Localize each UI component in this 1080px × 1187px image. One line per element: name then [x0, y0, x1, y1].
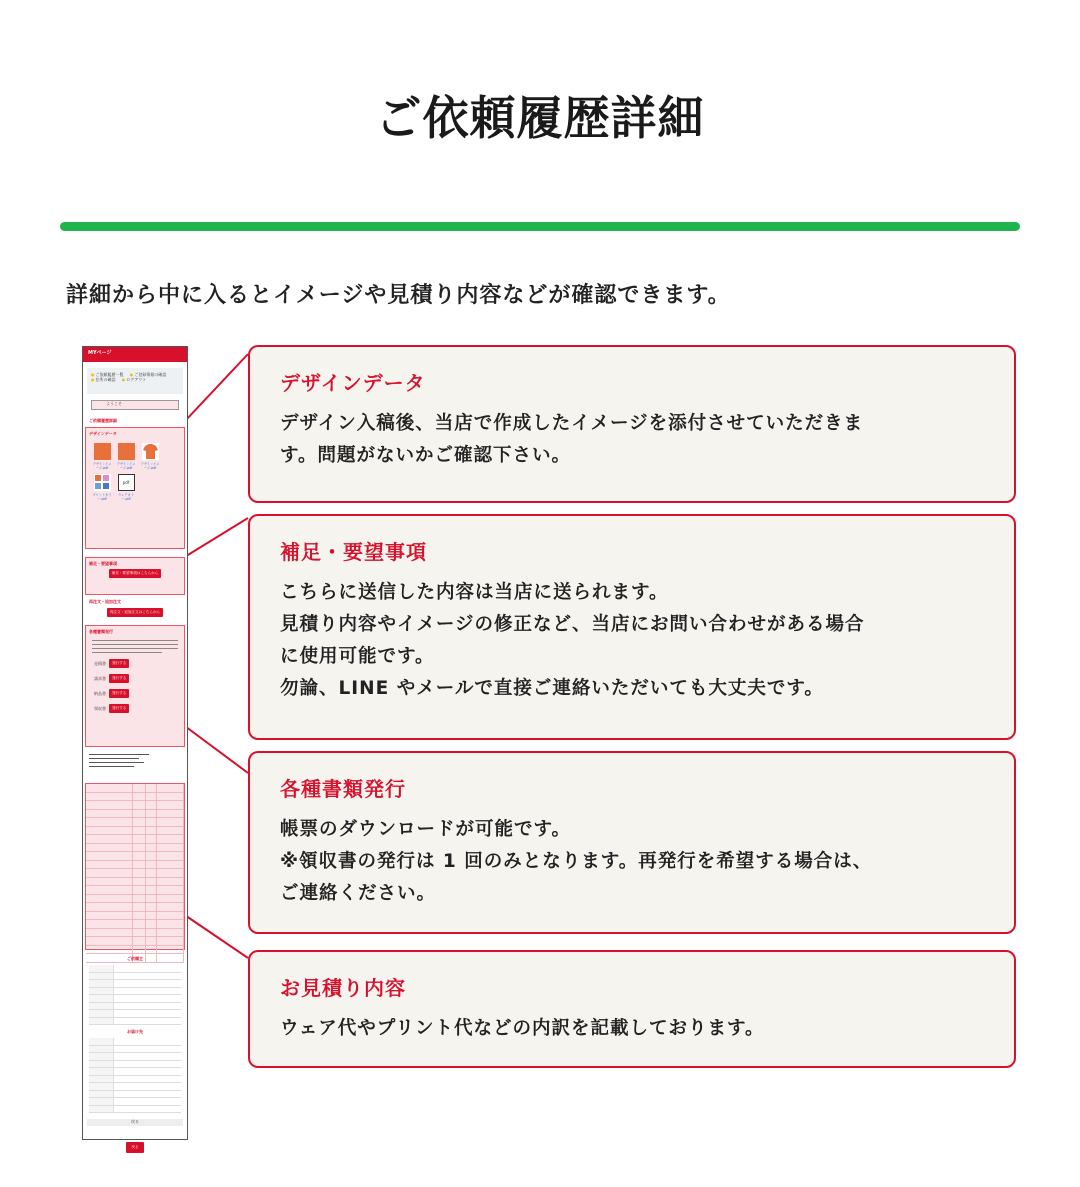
- form-row: [89, 1098, 181, 1106]
- estimate-cell: [157, 844, 184, 852]
- doc-label: 請求書: [94, 676, 106, 681]
- doc-row: [86, 701, 184, 716]
- estimate-cell: [86, 801, 133, 809]
- callout-title: デザインデータ: [280, 371, 426, 395]
- doc-row: [86, 686, 184, 701]
- estimate-cell: [86, 827, 133, 835]
- estimate-cell: [86, 929, 133, 937]
- callout-documents: [248, 751, 1016, 934]
- doc-label: 納品書: [94, 691, 106, 696]
- estimate-cell: [86, 878, 133, 886]
- form-label: [89, 980, 114, 987]
- estimate-row: [86, 861, 184, 870]
- form-label: [89, 1018, 114, 1025]
- form-row: [89, 988, 181, 996]
- estimate-row: [86, 878, 184, 887]
- estimate-cell: [133, 878, 146, 886]
- form-label: [89, 1098, 114, 1105]
- callout-line: デザイン入稿後、当店で作成したイメージを添付させていただきま: [280, 413, 864, 434]
- reorder-title: 再注文・追加注文: [89, 599, 121, 604]
- estimate-cell: [146, 801, 157, 809]
- estimate-row: [86, 801, 184, 810]
- callout-estimate: [248, 950, 1016, 1068]
- estimate-cell: [157, 903, 184, 911]
- estimate-cell: [86, 912, 133, 920]
- color-chart-image: [94, 474, 111, 491]
- callout-line: こちらに送信した内容は当店に送られます。: [280, 582, 669, 603]
- callout-title: 補足・要望事項: [280, 540, 427, 564]
- contact-title: ご依頼主: [127, 956, 143, 961]
- estimate-cell: [86, 784, 133, 792]
- mypage-screenshot: [82, 346, 188, 1149]
- estimate-row: [86, 827, 184, 836]
- shirt-image: [118, 443, 135, 460]
- callout-body: [280, 814, 984, 910]
- callout-body: [280, 577, 984, 705]
- doc-label: 領収書: [94, 706, 106, 711]
- reorder-button[interactable]: 再注文・追加注文はこちらから: [107, 608, 163, 617]
- estimate-cell: [157, 827, 184, 835]
- phone-menu: [87, 368, 183, 394]
- docs-title: 各種書類発行: [89, 629, 113, 634]
- estimate-row: [86, 784, 184, 793]
- estimate-row: [86, 895, 184, 904]
- estimate-cell: [86, 793, 133, 801]
- estimate-cell: [146, 810, 157, 818]
- ship-form: [83, 1038, 187, 1113]
- estimate-cell: [157, 895, 184, 903]
- design-thumb[interactable]: [92, 443, 112, 470]
- phone-header: MYページ: [83, 347, 187, 362]
- estimate-row: [86, 929, 184, 938]
- form-label: [89, 1068, 114, 1075]
- form-row: [89, 1010, 181, 1018]
- design-section: [85, 427, 185, 549]
- issue-button[interactable]: 発行する: [109, 674, 129, 683]
- estimate-cell: [133, 784, 146, 792]
- estimate-cell: [157, 861, 184, 869]
- estimate-cell: [157, 937, 184, 945]
- tshirt-icon: [94, 474, 111, 491]
- callout-line: ご連絡ください。: [280, 883, 437, 904]
- form-row: [89, 1061, 181, 1069]
- callout-line: す。問題がないかご確認下さい。: [280, 445, 572, 466]
- welcome-bar: [91, 400, 179, 410]
- estimate-cell: [133, 852, 146, 860]
- estimate-cell: [146, 869, 157, 877]
- design-thumb[interactable]: [116, 443, 136, 470]
- estimate-cell: [86, 844, 133, 852]
- estimate-cell: [157, 835, 184, 843]
- estimate-cell: [133, 946, 146, 954]
- estimate-cell: [146, 954, 157, 962]
- estimate-row: [86, 869, 184, 878]
- estimate-rows: [86, 784, 184, 963]
- documents-section: [85, 625, 185, 747]
- estimate-cell: [146, 886, 157, 894]
- estimate-cell: [133, 793, 146, 801]
- estimate-cell: [133, 937, 146, 945]
- estimate-cell: [146, 912, 157, 920]
- menu-item[interactable]: ● ご依頼履歴一覧: [91, 372, 124, 377]
- form-row: [89, 1018, 181, 1026]
- estimate-cell: [86, 903, 133, 911]
- request-button[interactable]: 補足・要望事項はこちらから: [109, 569, 162, 578]
- estimate-cell: [157, 852, 184, 860]
- form-row: [89, 1106, 181, 1114]
- estimate-row: [86, 835, 184, 844]
- shirt-image: [142, 443, 159, 460]
- issue-button[interactable]: 発行する: [109, 704, 129, 713]
- thumb-caption: デザインイメージ.pdf: [140, 462, 160, 470]
- callout-requests: [248, 514, 1016, 740]
- form-label: [89, 965, 114, 972]
- form-label: [89, 1091, 114, 1098]
- doc-row: [86, 656, 184, 671]
- estimate-row: [86, 920, 184, 929]
- estimate-cell: [86, 861, 133, 869]
- estimate-cell: [133, 801, 146, 809]
- estimate-cell: [146, 946, 157, 954]
- estimate-cell: [146, 818, 157, 826]
- estimate-cell: [157, 929, 184, 937]
- back-bar: [87, 1119, 183, 1126]
- form-label: [89, 1046, 114, 1053]
- estimate-cell: [86, 895, 133, 903]
- detail-title: ご依頼履歴詳細: [89, 418, 117, 423]
- estimate-cell: [157, 818, 184, 826]
- form-label: [89, 1083, 114, 1090]
- form-row: [89, 973, 181, 981]
- estimate-table: [85, 783, 185, 950]
- estimate-cell: [157, 869, 184, 877]
- callout-body: [280, 408, 984, 472]
- estimate-cell: [133, 929, 146, 937]
- callout-line: ウェア代やプリント代などの内訳を記載しております。: [280, 1018, 765, 1039]
- callout-line: 見積り内容やイメージの修正など、当店にお問い合わせがある場合: [280, 614, 865, 635]
- estimate-cell: [157, 912, 184, 920]
- estimate-cell: [86, 886, 133, 894]
- estimate-cell: [86, 869, 133, 877]
- estimate-cell: [86, 835, 133, 843]
- doc-label: 見積書: [94, 661, 106, 666]
- form-label: [89, 973, 114, 980]
- pdf-label: pdf: [122, 480, 130, 485]
- estimate-cell: [146, 861, 157, 869]
- estimate-cell: [157, 784, 184, 792]
- form-row: [89, 1076, 181, 1084]
- form-row: [89, 965, 181, 973]
- estimate-cell: [133, 818, 146, 826]
- form-label: [89, 995, 114, 1002]
- estimate-cell: [157, 946, 184, 954]
- estimate-cell: [157, 801, 184, 809]
- callout-body: [280, 1013, 984, 1045]
- issue-button[interactable]: 発行する: [109, 659, 129, 668]
- estimate-cell: [133, 886, 146, 894]
- estimate-cell: [86, 937, 133, 945]
- issue-button[interactable]: 発行する: [109, 689, 129, 698]
- contact-form: [83, 965, 187, 1025]
- estimate-cell: [86, 954, 133, 962]
- form-row: [89, 1068, 181, 1076]
- estimate-cell: [86, 920, 133, 928]
- form-row: [89, 1046, 181, 1054]
- ship-title: お届け先: [127, 1029, 143, 1034]
- menu-item[interactable]: ● ログアウト: [122, 377, 147, 382]
- form-label: [89, 1038, 114, 1045]
- request-section: [85, 557, 185, 595]
- estimate-cell: [146, 793, 157, 801]
- estimate-row: [86, 912, 184, 921]
- estimate-cell: [146, 827, 157, 835]
- welcome-text: ようこそ: [106, 401, 122, 406]
- estimate-cell: [146, 784, 157, 792]
- estimate-cell: [146, 937, 157, 945]
- estimate-cell: [146, 852, 157, 860]
- design-thumb[interactable]: [92, 474, 112, 501]
- tshirt-icon: [142, 443, 159, 460]
- estimate-row: [86, 946, 184, 955]
- form-row: [89, 1003, 181, 1011]
- callout-design-data: [248, 345, 1016, 503]
- back-button[interactable]: 戻る: [126, 1142, 143, 1153]
- doc-row: [86, 671, 184, 686]
- shirt-image: [94, 443, 111, 460]
- callout-title: お見積り内容: [280, 976, 406, 1000]
- form-row: [89, 980, 181, 988]
- estimate-cell: [157, 886, 184, 894]
- form-label: [89, 1053, 114, 1060]
- estimate-cell: [133, 861, 146, 869]
- estimate-row: [86, 937, 184, 946]
- estimate-cell: [146, 895, 157, 903]
- thumb-caption: デザインイメージ.pdf: [116, 462, 136, 470]
- callout-line: 勿論、LINE やメールで直接ご連絡いただいても大丈夫です。: [280, 678, 824, 699]
- estimate-cell: [146, 844, 157, 852]
- form-label: [89, 1003, 114, 1010]
- form-row: [89, 1091, 181, 1099]
- menu-item[interactable]: ● ご登録情報の確認: [130, 372, 167, 377]
- form-label: [89, 988, 114, 995]
- estimate-cell: [157, 954, 184, 962]
- form-row: [89, 1038, 181, 1046]
- menu-item[interactable]: ● 住所の確認: [91, 377, 116, 382]
- form-label: [89, 1076, 114, 1083]
- callout-line: 帳票のダウンロードが可能です。: [280, 819, 572, 840]
- thumb-caption: プリントカラー.pdf: [92, 493, 112, 501]
- estimate-cell: [86, 852, 133, 860]
- thumb-caption: ウェアカラー.pdf: [118, 493, 134, 501]
- estimate-row: [86, 844, 184, 853]
- estimate-row: [86, 810, 184, 819]
- estimate-cell: [133, 835, 146, 843]
- estimate-cell: [157, 793, 184, 801]
- estimate-row: [86, 886, 184, 895]
- form-row: [89, 1053, 181, 1061]
- form-row: [89, 995, 181, 1003]
- estimate-cell: [133, 895, 146, 903]
- reorder-section: [83, 595, 187, 625]
- estimate-cell: [133, 844, 146, 852]
- estimate-cell: [133, 912, 146, 920]
- page-title: ご依頼履歴詳細: [375, 91, 705, 145]
- estimate-cell: [157, 878, 184, 886]
- estimate-cell: [157, 920, 184, 928]
- estimate-cell: [133, 827, 146, 835]
- design-thumb[interactable]: [140, 443, 160, 470]
- estimate-cell: [86, 946, 133, 954]
- callout-line: に使用可能です。: [280, 646, 435, 667]
- back-bar-label: 戻る: [131, 1119, 139, 1124]
- estimate-cell: [86, 810, 133, 818]
- form-row: [89, 1083, 181, 1091]
- thumb-caption: デザインイメージ.pdf: [92, 462, 112, 470]
- form-label: [89, 1106, 114, 1113]
- request-title: 補足・要望事項: [89, 561, 117, 566]
- estimate-row: [86, 793, 184, 802]
- callout-title: 各種書類発行: [280, 777, 406, 801]
- estimate-cell: [146, 878, 157, 886]
- design-thumb[interactable]: [116, 474, 136, 501]
- design-title: デザインデータ: [89, 431, 117, 436]
- estimate-cell: [133, 810, 146, 818]
- lead-text: 詳細から中に入るとイメージや見積り内容などが確認できます。: [66, 283, 731, 308]
- estimate-cell: [157, 810, 184, 818]
- estimate-cell: [146, 929, 157, 937]
- order-info: [83, 747, 187, 781]
- estimate-cell: [133, 903, 146, 911]
- estimate-cell: [133, 920, 146, 928]
- pdf-icon: [118, 474, 135, 491]
- estimate-row: [86, 818, 184, 827]
- estimate-row: [86, 903, 184, 912]
- estimate-cell: [86, 818, 133, 826]
- estimate-row: [86, 852, 184, 861]
- callout-line: ※領収書の発行は 1 回のみとなります。再発行を希望する場合は、: [280, 851, 873, 872]
- estimate-cell: [133, 869, 146, 877]
- estimate-cell: [146, 835, 157, 843]
- form-label: [89, 1010, 114, 1017]
- estimate-cell: [146, 920, 157, 928]
- form-label: [89, 1061, 114, 1068]
- estimate-cell: [146, 903, 157, 911]
